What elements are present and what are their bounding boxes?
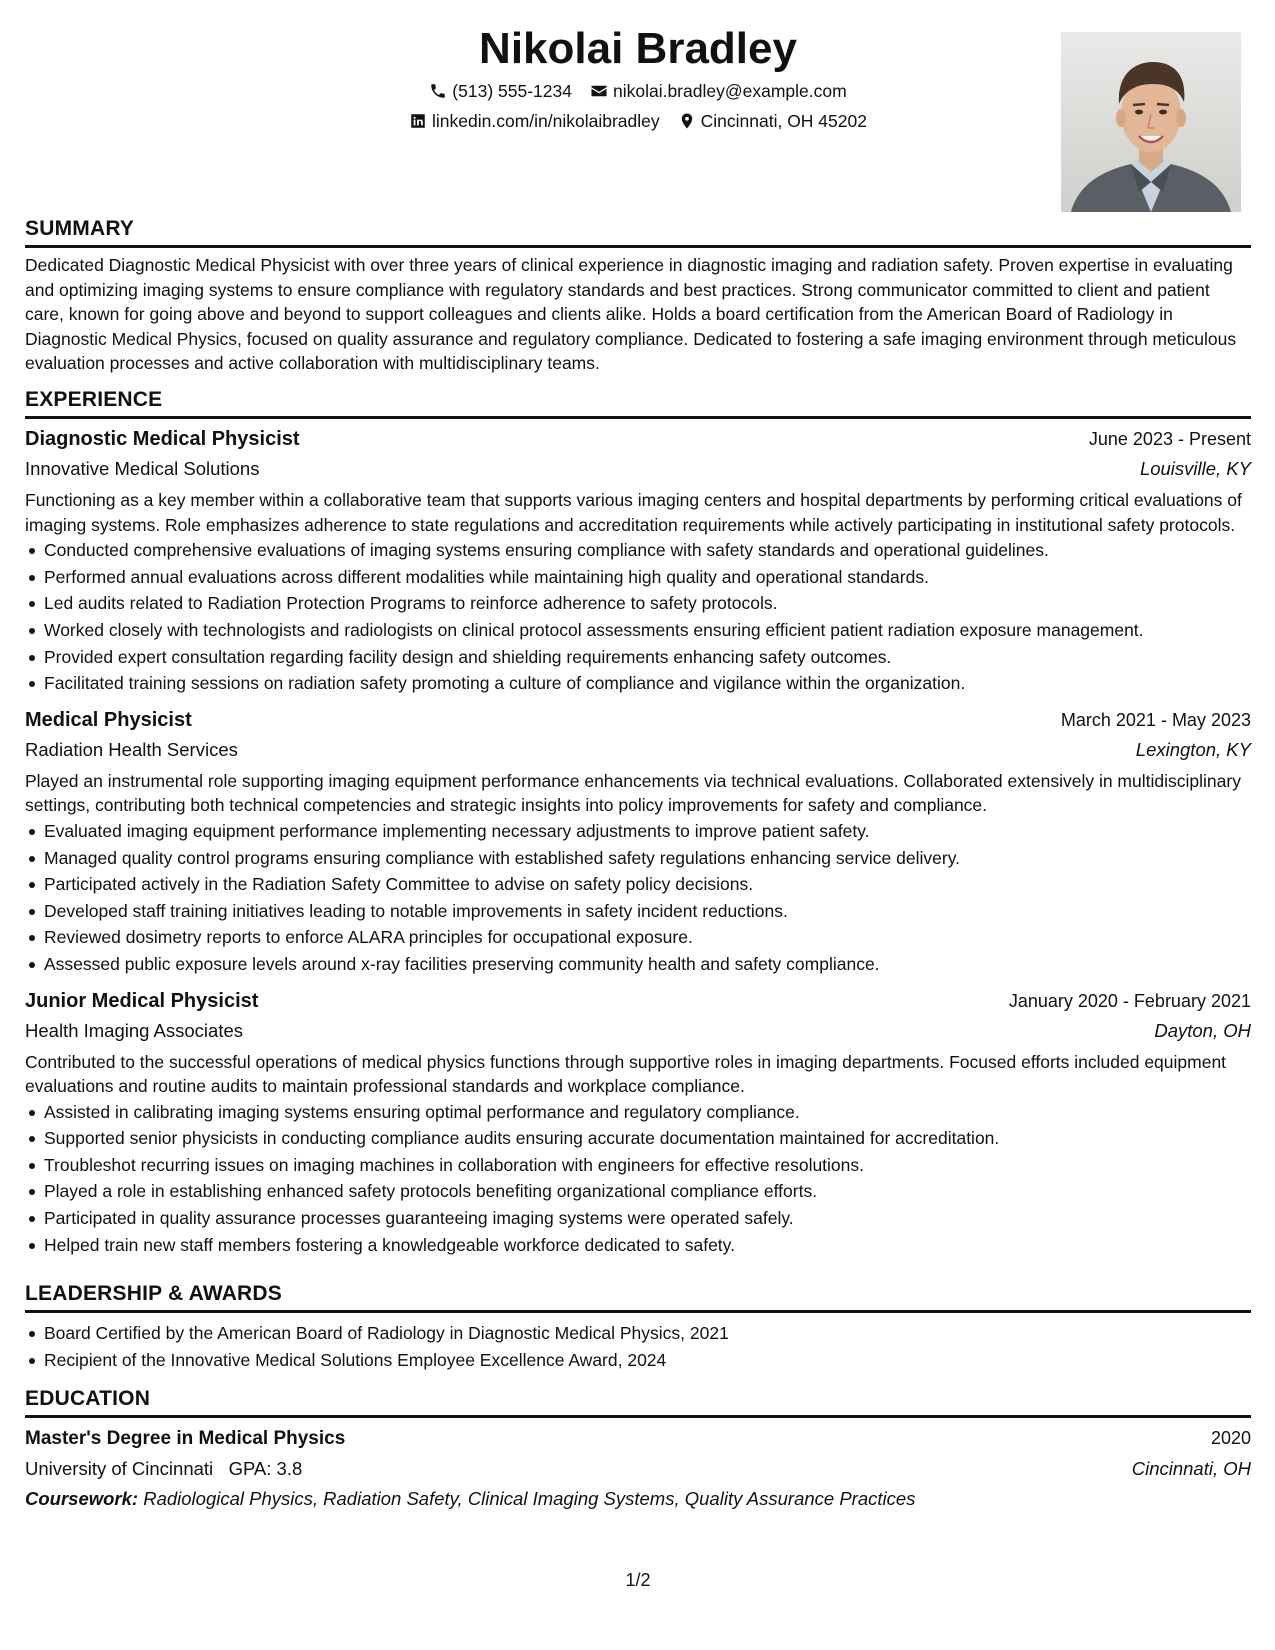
coursework-list: Radiological Physics, Radiation Safety, Clinical Imaging Systems, Quality Assurance Practices	[143, 1488, 916, 1509]
gpa: GPA: 3.8	[228, 1458, 303, 1479]
job-header	[25, 705, 1251, 735]
education-header	[25, 1423, 1251, 1454]
job-entry	[25, 705, 1251, 978]
linkedin-contact[interactable]	[409, 106, 660, 136]
section-divider	[25, 416, 1251, 419]
list-item: Performed annual evaluations across different modalities while maintaining high quality and operational standards.	[25, 564, 1251, 591]
coursework	[25, 1484, 1251, 1514]
phone-text: (513) 555-1234	[452, 81, 572, 101]
school-location: Cincinnati, OH	[1131, 1458, 1251, 1479]
list-item: Participated actively in the Radiation Safety Committee to advise on safety policy decisions.	[25, 871, 1251, 898]
section-divider	[25, 1310, 1251, 1313]
location-contact	[678, 106, 867, 136]
experience-section	[25, 387, 1251, 1258]
graduation-year: 2020	[1210, 1428, 1251, 1448]
list-item: Assessed public exposure levels around x-ray facilities preserving community health and safety compliance.	[25, 951, 1251, 978]
job-bullets	[25, 818, 1251, 978]
candidate-name: Nikolai Bradley	[479, 24, 797, 73]
job-location: Louisville, KY	[1139, 458, 1251, 479]
degree-title: Master's Degree in Medical Physics	[25, 1428, 346, 1449]
list-item: Supported senior physicists in conducting compliance audits ensuring accurate documentation maintained for accreditation.	[25, 1125, 1251, 1152]
job-subheader	[25, 454, 1251, 484]
school-name: University of Cincinnati	[25, 1458, 214, 1479]
list-item: Provided expert consultation regarding facility design and shielding requirements enhancing safety outcomes.	[25, 644, 1251, 671]
job-date: January 2020 - February 2021	[1008, 990, 1251, 1011]
job-location: Lexington, KY	[1135, 738, 1251, 760]
list-item: Evaluated imaging equipment performance implementing necessary adjustments to improve patient safety.	[25, 818, 1251, 845]
resume-page	[25, 0, 1251, 1650]
job-bullets	[25, 1099, 1251, 1259]
job-location: Dayton, OH	[1154, 1019, 1251, 1041]
list-item: Conducted comprehensive evaluations of imaging systems ensuring compliance with safety standards and operational guidelines.	[25, 537, 1251, 564]
linkedin-icon	[409, 112, 427, 130]
section-title-education: EDUCATION	[25, 1387, 151, 1410]
phone-icon	[429, 82, 447, 100]
list-item: Managed quality control programs ensuring compliance with established safety regulations enhancing service delivery.	[25, 845, 1251, 872]
list-item: Participated in quality assurance processes guaranteeing imaging systems were operated safely.	[25, 1205, 1251, 1232]
education-subheader	[25, 1454, 1251, 1484]
list-item: Worked closely with technologists and radiologists on clinical protocol assessments ensuring efficient patient radiation exposure management.	[25, 617, 1251, 644]
job-title: Medical Physicist	[25, 708, 192, 731]
job-title: Diagnostic Medical Physicist	[25, 428, 300, 450]
linkedin-text[interactable]: linkedin.com/in/nikolaibradley	[432, 111, 660, 131]
leadership-section	[25, 1281, 1251, 1373]
email-text[interactable]: nikolai.bradley@example.com	[612, 81, 847, 101]
job-subheader	[25, 735, 1251, 765]
profile-photo	[1061, 32, 1241, 212]
job-description: Contributed to the successful operations of medical physics functions through supportive roles in imaging departments. Focused efforts included equipment evaluations and routine audits to maintain professional standards and workplace compliance.	[25, 1051, 1227, 1097]
list-item: Developed staff training initiatives leading to notable improvements in safety incident reductions.	[25, 898, 1251, 925]
list-item: Troubleshot recurring issues on imaging machines in collaboration with engineers for effective resolutions.	[25, 1152, 1251, 1179]
section-divider	[25, 245, 1251, 248]
list-item: Assisted in calibrating imaging systems ensuring optimal performance and regulatory compliance.	[25, 1099, 1251, 1126]
section-title-summary: SUMMARY	[25, 217, 135, 240]
list-item: Facilitated training sessions on radiation safety promoting a culture of compliance and vigilance within the organization.	[25, 670, 1251, 697]
job-header	[25, 424, 1251, 454]
summary-text: Dedicated Diagnostic Medical Physicist with over three years of clinical experience in diagnostic imaging and radiation safety. Proven expertise in evaluating and optimizing imaging systems to ensure compliance with regulatory standards and best practices. Strong communicator committed to client and patient care, known for going above and beyond to support colleagues and clients alike. Holds a board certification from the American Board of Radiology in Diagnostic Medical Physics, focused on quality assurance and regulatory compliance. Dedicated to fostering a safe imaging environment through meticulous evaluation processes and active collaboration with multidisciplinary teams.	[25, 255, 1237, 374]
job-entry	[25, 986, 1251, 1259]
section-divider	[25, 1415, 1251, 1418]
education-section	[25, 1386, 1251, 1514]
job-header	[25, 986, 1251, 1016]
list-item: Reviewed dosimetry reports to enforce ALARA principles for occupational exposure.	[25, 924, 1251, 951]
job-company: Radiation Health Services	[25, 738, 238, 760]
job-date: March 2021 - May 2023	[1060, 709, 1251, 730]
map-pin-icon	[678, 112, 696, 130]
job-company: Innovative Medical Solutions	[25, 458, 260, 479]
coursework-label: Coursework:	[25, 1488, 139, 1509]
portrait-image	[1061, 32, 1241, 212]
list-item: Led audits related to Radiation Protection Programs to reinforce adherence to safety protocols.	[25, 590, 1251, 617]
job-subheader	[25, 1016, 1251, 1046]
summary-section	[25, 216, 1251, 376]
page-number: 1/2	[625, 1570, 651, 1590]
award-list	[25, 1320, 1251, 1373]
section-title-experience: EXPERIENCE	[25, 388, 163, 411]
phone-contact	[429, 76, 572, 106]
list-item: Helped train new staff members fostering a knowledgeable workforce dedicated to safety.	[25, 1232, 1251, 1259]
job-title: Junior Medical Physicist	[25, 989, 259, 1012]
job-description: Played an instrumental role supporting imaging equipment performance enhancements via technical evaluations. Collaborated extensively in multidisciplinary settings, contributing both technical competencies and strategic insights into policy improvements for safety and compliance.	[25, 770, 1241, 816]
job-company: Health Imaging Associates	[25, 1019, 244, 1041]
school-info	[25, 1454, 302, 1484]
job-entry	[25, 424, 1251, 697]
envelope-icon	[590, 82, 608, 100]
location-text: Cincinnati, OH 45202	[700, 111, 867, 131]
job-bullets	[25, 537, 1251, 697]
job-date: June 2023 - Present	[1088, 429, 1251, 449]
list-item: Recipient of the Innovative Medical Solutions Employee Excellence Award, 2024	[25, 1347, 1251, 1374]
list-item: Board Certified by the American Board of Radiology in Diagnostic Medical Physics, 2021	[25, 1320, 1251, 1347]
email-contact[interactable]	[590, 76, 847, 106]
list-item: Played a role in establishing enhanced safety protocols benefiting organizational compliance efforts.	[25, 1178, 1251, 1205]
job-description: Functioning as a key member within a collaborative team that supports various imaging centers and hospital departments by performing critical evaluations of imaging systems. Role emphasizes adherence to state regulations and accreditation requirements while actively participating in institutional safety protocols.	[25, 490, 1242, 535]
section-title-leadership: LEADERSHIP & AWARDS	[25, 1282, 282, 1305]
